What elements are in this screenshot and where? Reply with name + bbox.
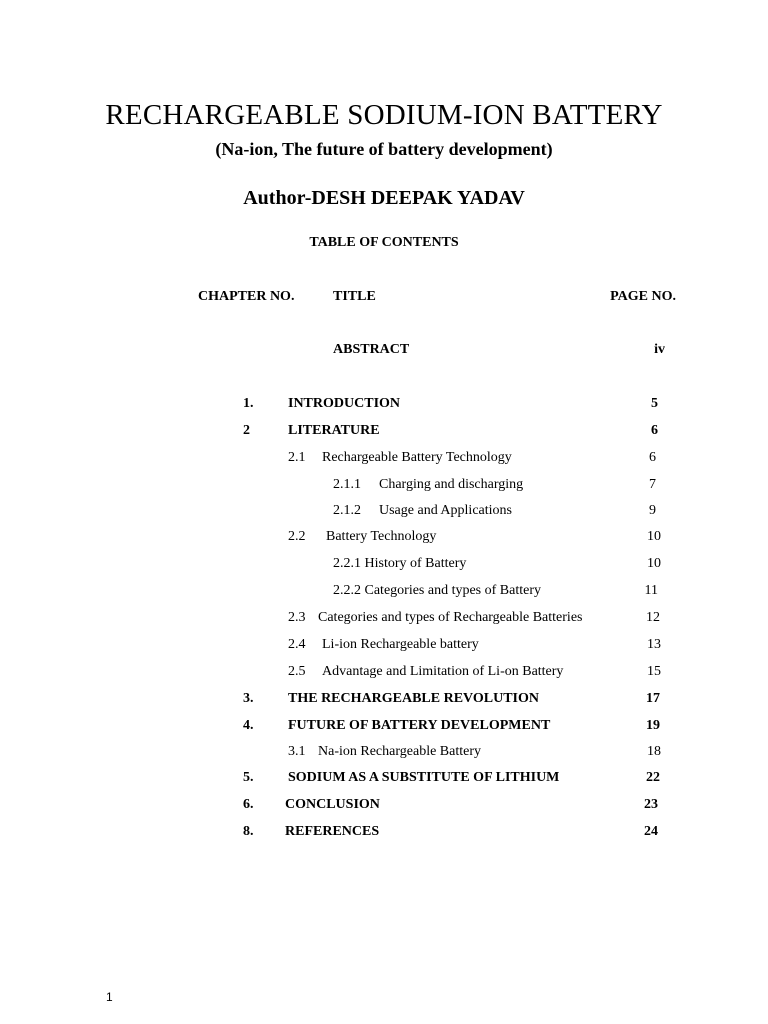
toc-entry-number: 3. <box>243 691 254 706</box>
toc-entry-number: 2.1.1 <box>333 477 361 492</box>
toc-entry-title: Categories and types of Rechargeable Batteries <box>318 610 583 625</box>
toc-entry-page: 13 <box>647 637 661 652</box>
toc-entry-title: REFERENCES <box>285 824 380 839</box>
toc-entry-page: 22 <box>646 770 660 785</box>
toc-entry-number: 2.4 <box>288 637 306 652</box>
toc-entry-page: 11 <box>644 583 658 598</box>
toc-entry-page: 17 <box>646 691 660 706</box>
document-subtitle: (Na-ion, The future of battery development) <box>215 139 553 159</box>
toc-entry-title: CONCLUSION <box>285 797 380 812</box>
document-author: Author-DESH DEEPAK YADAV <box>243 187 525 209</box>
toc-entry-page: 15 <box>647 664 661 679</box>
toc-entry-number: 8. <box>243 824 254 839</box>
toc-entry-number: 1. <box>243 396 254 411</box>
toc-entry-title: SODIUM AS A SUBSTITUTE OF LITHIUM <box>288 770 560 785</box>
column-header-title: TITLE <box>333 289 376 304</box>
toc-entry-number: 2.1 <box>288 450 306 465</box>
toc-entry-title: INTRODUCTION <box>288 396 401 411</box>
toc-entry-number: 6. <box>243 797 254 812</box>
toc-entry-title: FUTURE OF BATTERY DEVELOPMENT <box>288 718 551 733</box>
toc-entry-title: THE RECHARGEABLE REVOLUTION <box>288 691 539 706</box>
toc-entry-page: 7 <box>649 477 656 492</box>
toc-entry-page: iv <box>654 342 665 357</box>
toc-entry-title: Na-ion Rechargeable Battery <box>318 744 482 759</box>
toc-entry-page: 10 <box>647 556 661 571</box>
toc-entry-page: 10 <box>647 529 661 544</box>
toc-entry-page: 12 <box>646 610 660 625</box>
toc-heading: TABLE OF CONTENTS <box>309 235 459 250</box>
toc-entry-number: 2.3 <box>288 610 306 625</box>
toc-entry-number: 4. <box>243 718 254 733</box>
toc-entry-page: 23 <box>644 797 658 812</box>
toc-entry-number: 3.1 <box>288 744 306 759</box>
toc-entry-title: Advantage and Limitation of Li-on Battery <box>322 664 564 679</box>
toc-entry-title: 2.2.1 History of Battery <box>333 556 467 571</box>
document-title: RECHARGEABLE SODIUM-ION BATTERY <box>105 99 663 131</box>
toc-entry-title: LITERATURE <box>288 423 380 438</box>
toc-entry-page: 9 <box>649 503 656 518</box>
toc-entry-title: 2.2.2 Categories and types of Battery <box>333 583 542 598</box>
toc-entry-title: ABSTRACT <box>333 342 410 357</box>
toc-entry-title: Charging and discharging <box>379 477 524 492</box>
toc-entry-number: 2.5 <box>288 664 306 679</box>
toc-entry-page: 6 <box>651 423 658 438</box>
toc-entry-number: 5. <box>243 770 254 785</box>
toc-entry-number: 2.2 <box>288 529 306 544</box>
toc-entry-page: 19 <box>646 718 660 733</box>
toc-entry-title: Li-ion Rechargeable battery <box>322 637 479 652</box>
toc-entry-title: Usage and Applications <box>379 503 512 518</box>
toc-entry-page: 24 <box>644 824 658 839</box>
page-number: 1 <box>106 990 113 1004</box>
column-header-page: PAGE NO. <box>610 289 676 304</box>
toc-entry-number: 2 <box>243 423 250 438</box>
toc-entry-number: 2.1.2 <box>333 503 361 518</box>
toc-entry-page: 18 <box>647 744 661 759</box>
toc-entry-page: 6 <box>649 450 656 465</box>
column-header-chapter: CHAPTER NO. <box>198 289 295 304</box>
toc-entry-title: Rechargeable Battery Technology <box>322 450 512 465</box>
toc-entry-title: Battery Technology <box>326 529 437 544</box>
toc-entry-page: 5 <box>651 396 658 411</box>
